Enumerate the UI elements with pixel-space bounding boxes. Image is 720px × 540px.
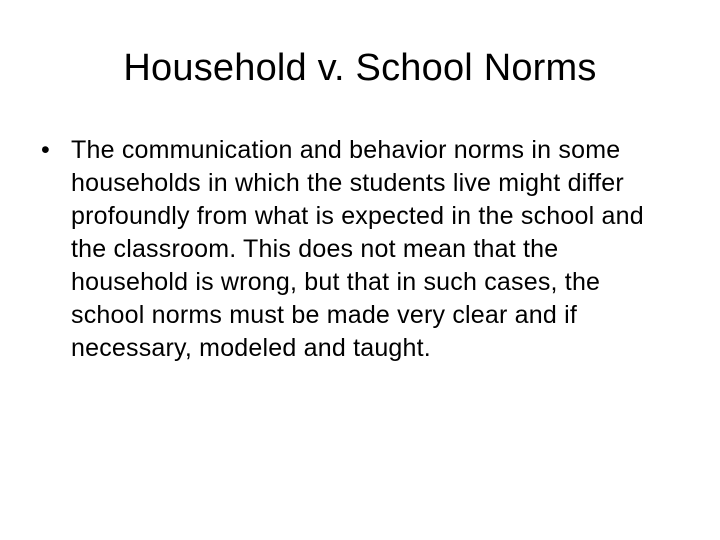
bullet-point-icon: • bbox=[41, 136, 50, 164]
bullet-list bbox=[36, 134, 684, 365]
bullet-text: The communication and behavior norms in some households in which the students live might differ profoundly from what is expected in the school and the classroom. This does not mean that the household is wrong, but that in such cases, the school norms must be made very clear and if necessary, modeled and taught. bbox=[71, 136, 644, 362]
bullet-item bbox=[36, 134, 684, 365]
slide-title: Household v. School Norms bbox=[123, 47, 597, 89]
